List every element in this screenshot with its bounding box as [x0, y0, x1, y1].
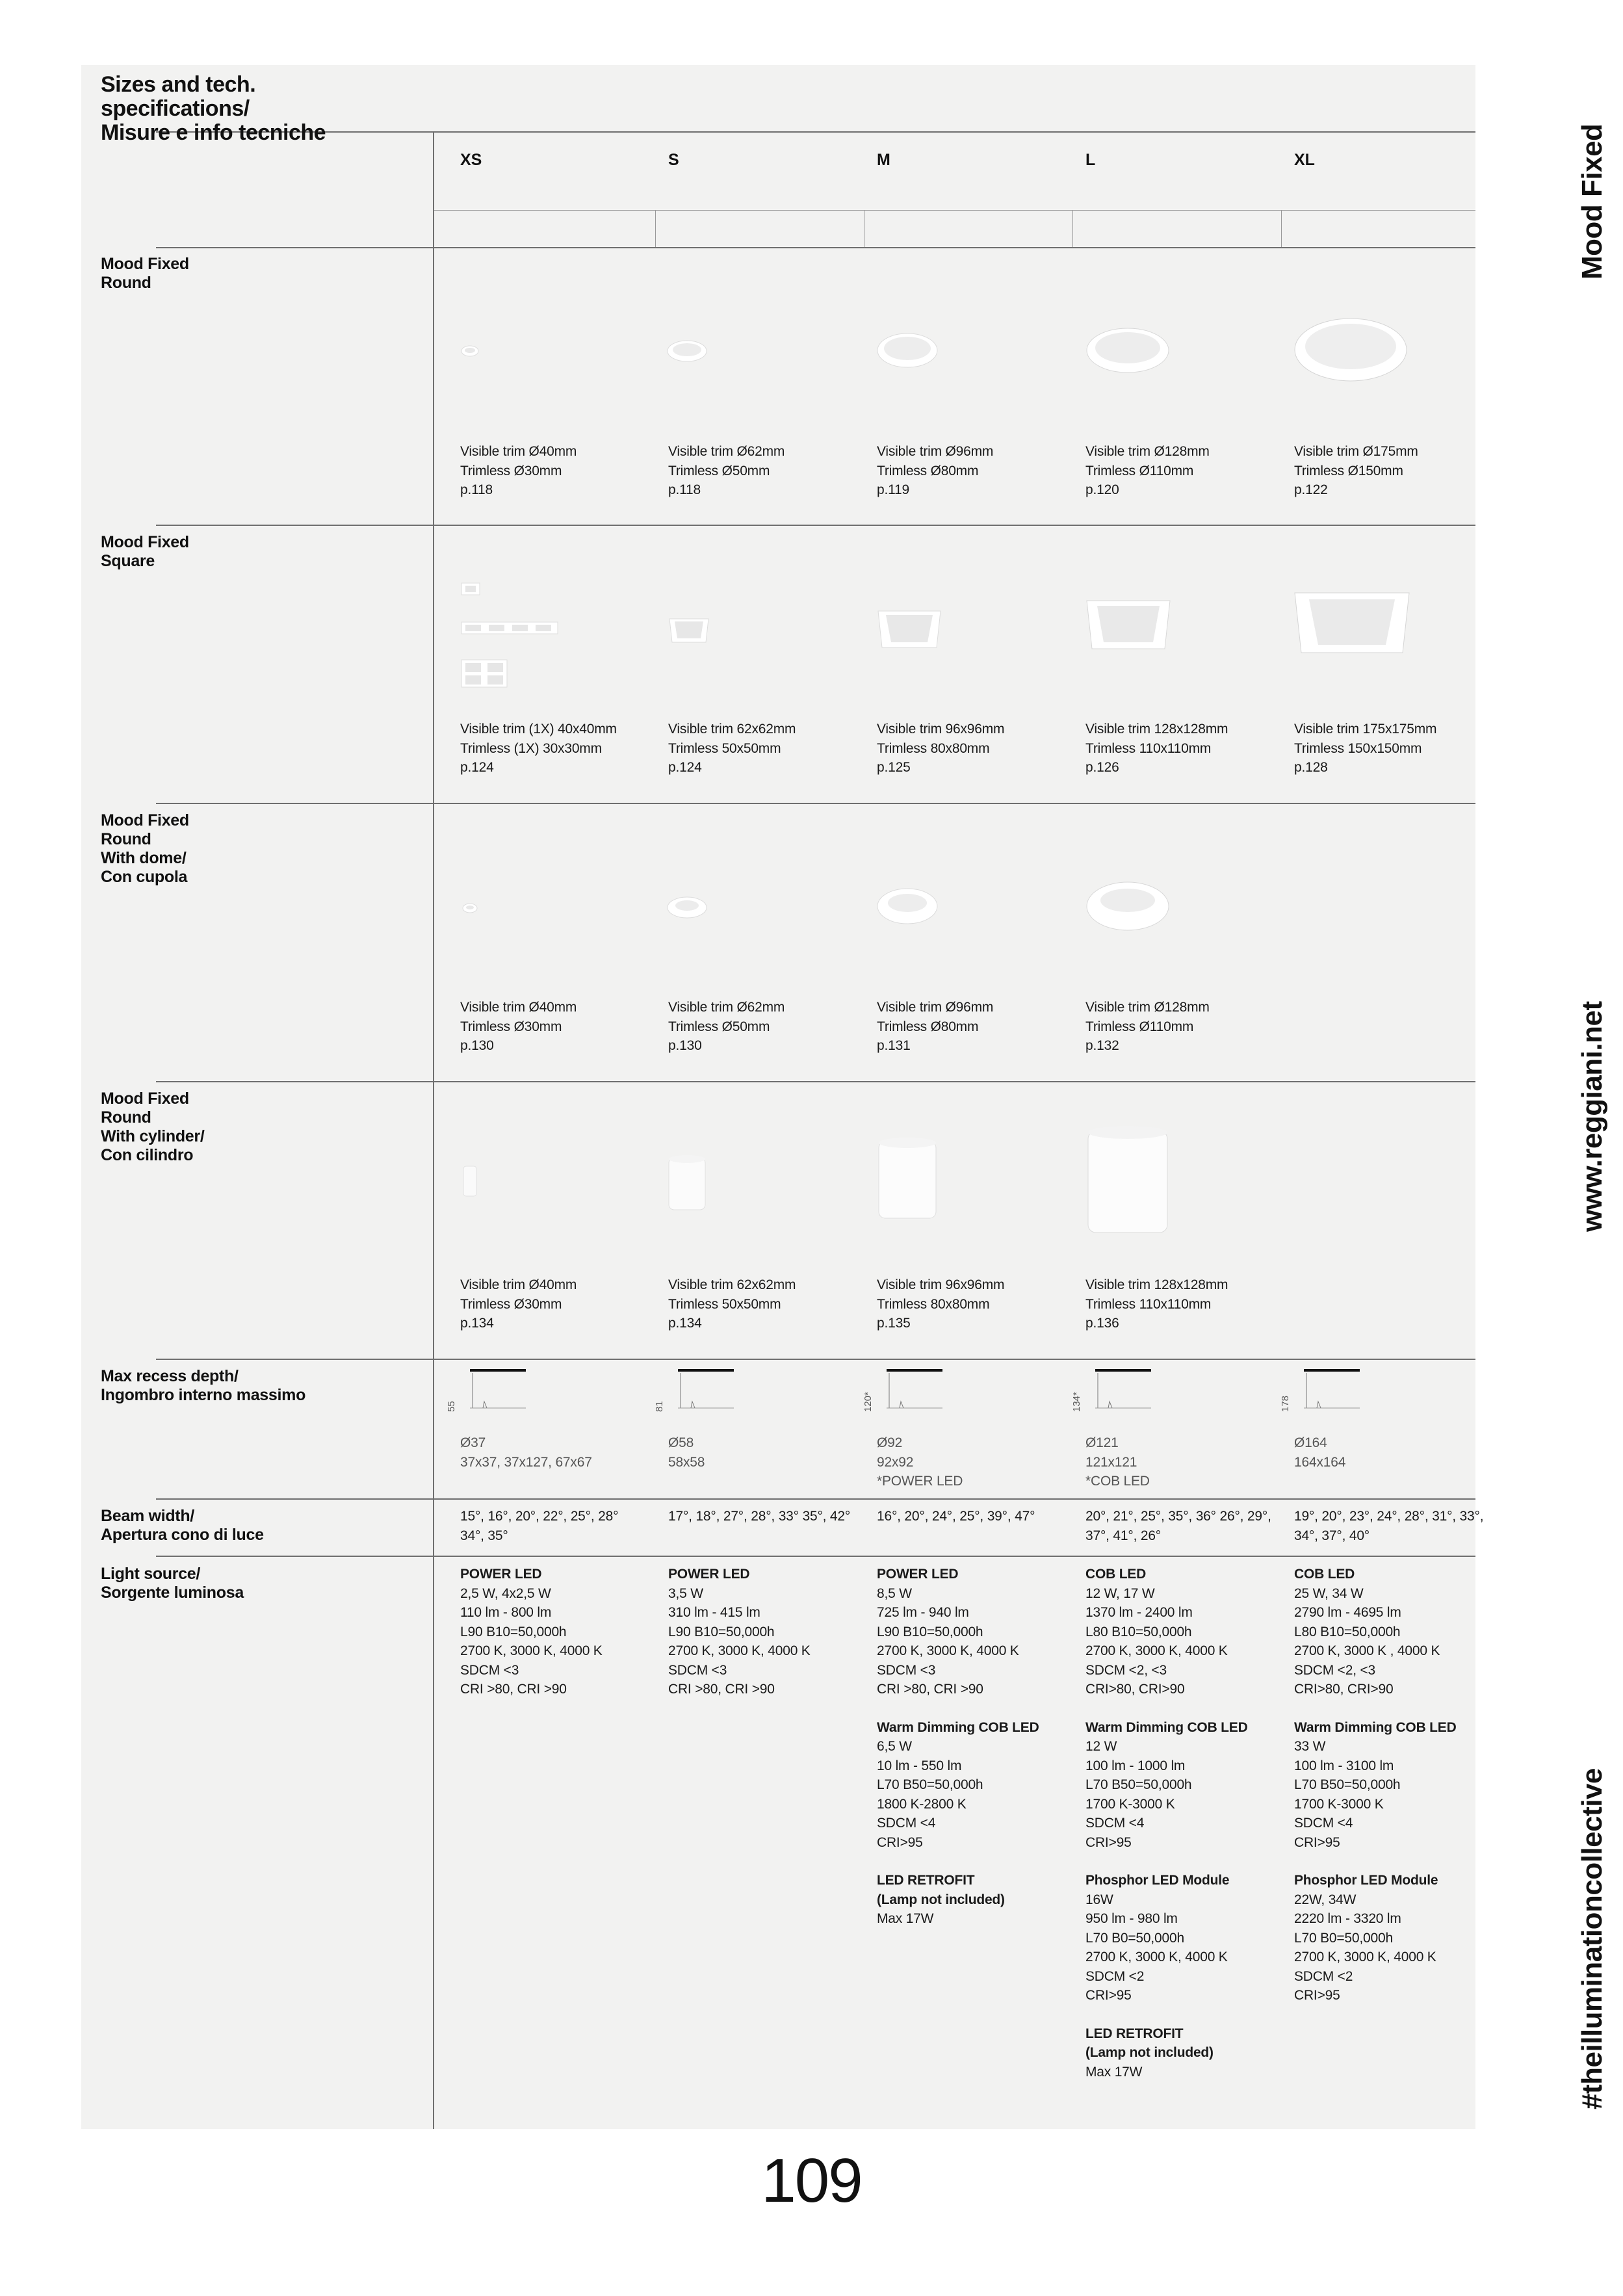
recess-cell-l	[1085, 1433, 1280, 1491]
light-source-line: 2700 K, 3000 K, 4000 K	[877, 1643, 1019, 1658]
lamp-image-dome-xs	[461, 902, 478, 914]
light-source-line: 16W	[1085, 1892, 1113, 1907]
beam-cell-m	[877, 1507, 1072, 1526]
recess-footnote: *POWER LED	[877, 1474, 963, 1489]
beam-cell-s	[668, 1507, 863, 1526]
light-source-line: 2700 K, 3000 K, 4000 K	[1294, 1950, 1436, 1964]
recess-line: Ø92	[877, 1435, 903, 1450]
beam-line: 19°, 20°, 23°, 24°, 28°, 31°, 33°,	[1294, 1509, 1484, 1524]
page-reference: p.131	[877, 1038, 911, 1053]
light-source-line: 6,5 W	[877, 1739, 912, 1754]
page-reference: p.118	[668, 482, 701, 497]
lamp-image-square-xl	[1293, 592, 1410, 654]
size-header-xl: XL	[1294, 151, 1315, 169]
table-title	[101, 73, 361, 145]
spec-cell-cylinder-l	[1085, 1275, 1280, 1333]
spec-cell-round-m	[877, 442, 1072, 500]
recess-line: 92x92	[877, 1454, 914, 1470]
light-source-line: CRI >80, CRI >90	[668, 1682, 775, 1697]
light-source-line: CRI>95	[1294, 1988, 1340, 2003]
light-source-line: L80 B10=50,000h	[1294, 1624, 1401, 1639]
light-source-line: 110 lm - 800 lm	[460, 1605, 552, 1620]
row-label-line: Apertura cono di luce	[101, 1526, 264, 1544]
light-source-line: 2700 K, 3000 K, 4000 K	[1085, 1643, 1228, 1658]
recess-diagram-xl	[1280, 1365, 1364, 1424]
row-label-line: Round	[101, 274, 151, 292]
light-source-line: 3,5 W	[668, 1585, 703, 1601]
spacer	[1294, 1699, 1489, 1718]
light-source-line: L70 B50=50,000h	[1294, 1777, 1401, 1792]
lamp-image-dome-l	[1085, 881, 1170, 932]
spec-line: Visible trim Ø40mm	[460, 1000, 577, 1015]
recess-drawing	[458, 1365, 530, 1424]
light-source-line: 1800 K-2800 K	[877, 1796, 967, 1812]
recess-depth-value: 81	[654, 1401, 665, 1412]
rule-row-4	[156, 1359, 1475, 1360]
spec-line: Trimless Ø30mm	[460, 1019, 562, 1034]
row-label-round-cylinder	[101, 1089, 361, 1165]
spec-line: Trimless Ø80mm	[877, 463, 979, 478]
spec-line: Visible trim Ø62mm	[668, 444, 785, 459]
spec-cell-dome-m	[877, 998, 1072, 1056]
beam-line: 34°, 37°, 40°	[1294, 1528, 1370, 1543]
spec-line: Visible trim Ø96mm	[877, 444, 994, 459]
light-source-line: 8,5 W	[877, 1585, 912, 1601]
size-header-l: L	[1085, 151, 1096, 169]
light-source-line: 2,5 W, 4x2,5 W	[460, 1585, 551, 1601]
spec-line: Visible trim Ø128mm	[1085, 1000, 1210, 1015]
recess-depth-value: 120*	[863, 1392, 874, 1412]
light-source-line: 10 lm - 550 lm	[877, 1758, 962, 1773]
light-source-line: L90 B10=50,000h	[460, 1624, 567, 1639]
light-source-line: SDCM <4	[1294, 1816, 1353, 1831]
recess-diagram-xs	[446, 1365, 530, 1424]
light-source-line: 950 lm - 980 lm	[1085, 1911, 1178, 1926]
spec-line: Visible trim 96x96mm	[877, 722, 1005, 737]
light-source-heading: POWER LED	[668, 1567, 750, 1582]
light-source-line: Max 17W	[1085, 2064, 1143, 2080]
row-label-line: Beam width/	[101, 1507, 194, 1525]
rule-label-column	[433, 131, 434, 2129]
beam-line: 34°, 35°	[460, 1528, 508, 1543]
beam-cell-l	[1085, 1507, 1280, 1545]
rule-col-s	[655, 210, 656, 247]
light-source-line: 12 W, 17 W	[1085, 1585, 1155, 1601]
row-label-light-source	[101, 1565, 361, 1602]
spec-line: Visible trim 128x128mm	[1085, 722, 1228, 737]
rule-header-bottom	[156, 247, 1475, 248]
spec-line: Visible trim 128x128mm	[1085, 1277, 1228, 1292]
light-source-heading: Phosphor LED Module	[1085, 1873, 1230, 1888]
light-source-line: 2700 K, 3000 K, 4000 K	[668, 1643, 811, 1658]
spec-cell-cylinder-s	[668, 1275, 863, 1333]
light-source-line: 1700 K-3000 K	[1294, 1796, 1384, 1812]
lamp-image-cylinder-xs	[461, 1164, 478, 1199]
spec-line: Visible trim (1X) 40x40mm	[460, 722, 617, 737]
recess-footnote: *COB LED	[1085, 1474, 1150, 1489]
spec-cell-square-xs	[460, 720, 655, 777]
row-label-square	[101, 533, 361, 571]
light-source-line: L70 B0=50,000h	[1294, 1930, 1393, 1946]
light-source-line: CRI >80, CRI >90	[877, 1682, 983, 1697]
light-source-line: SDCM <3	[668, 1662, 727, 1678]
light-source-line: L70 B50=50,000h	[1085, 1777, 1192, 1792]
spec-line: Visible trim Ø128mm	[1085, 444, 1210, 459]
lamp-image-round-s	[666, 339, 708, 363]
recess-line: Ø58	[668, 1435, 694, 1450]
rule-row-1	[156, 525, 1475, 526]
spec-line: Trimless 150x150mm	[1294, 740, 1422, 756]
page-reference: p.136	[1085, 1316, 1119, 1331]
light-source-line: 2700 K, 3000 K, 4000 K	[460, 1643, 603, 1658]
light-source-line: SDCM <2	[1294, 1968, 1353, 1984]
page-reference: p.128	[1294, 760, 1328, 775]
light-source-line: 1370 lm - 2400 lm	[1085, 1605, 1193, 1620]
page-reference: p.124	[668, 760, 702, 775]
recess-line: Ø164	[1294, 1435, 1327, 1450]
light-source-line: Max 17W	[877, 1911, 934, 1926]
spacer	[1085, 2005, 1280, 2024]
light-source-line: 100 lm - 1000 lm	[1085, 1758, 1186, 1773]
light-source-line: CRI>95	[877, 1834, 923, 1850]
spec-cell-cylinder-xs	[460, 1275, 655, 1333]
light-source-line: 2220 lm - 3320 lm	[1294, 1911, 1401, 1926]
spec-line: Trimless Ø150mm	[1294, 463, 1403, 478]
light-source-line: 12 W	[1085, 1739, 1117, 1754]
light-source-line: L90 B10=50,000h	[877, 1624, 983, 1639]
light-source-heading: COB LED	[1294, 1567, 1355, 1582]
row-label-line: Round	[101, 830, 151, 848]
light-source-line: L90 B10=50,000h	[668, 1624, 775, 1639]
recess-cell-m	[877, 1433, 1072, 1491]
light-source-line: 100 lm - 3100 lm	[1294, 1758, 1394, 1773]
spec-line: Trimless 80x80mm	[877, 740, 990, 756]
light-source-line: 2700 K, 3000 K, 4000 K	[1085, 1950, 1228, 1964]
light-source-line: SDCM <3	[460, 1662, 519, 1678]
light-source-line: L70 B50=50,000h	[877, 1777, 983, 1792]
lamp-image-dome-s	[666, 896, 708, 919]
sidebar-hashtag: #theilluminationcollective	[1576, 1768, 1608, 2109]
light-source-line: 22W, 34W	[1294, 1892, 1357, 1907]
light-source-line: CRI>95	[1294, 1834, 1340, 1850]
title-line: Misure e info tecniche	[101, 120, 326, 145]
light-source-line: SDCM <4	[877, 1816, 936, 1831]
beam-cell-xs	[460, 1507, 655, 1545]
row-label-line: Mood Fixed	[101, 255, 189, 273]
beam-line: 37°, 41°, 26°	[1085, 1528, 1162, 1543]
lamp-image-round-m	[876, 332, 939, 369]
row-label-recess	[101, 1367, 361, 1405]
lamp-image-square-xs	[460, 582, 564, 692]
title-line: specifications/	[101, 96, 250, 121]
lamp-image-cylinder-m	[876, 1136, 939, 1221]
light-source-line: CRI>80, CRI>90	[1085, 1682, 1185, 1697]
spacer	[877, 1699, 1072, 1718]
row-label-line: Round	[101, 1108, 151, 1127]
rule-row-3	[156, 1081, 1475, 1082]
spec-line: Trimless 50x50mm	[668, 1296, 781, 1312]
light-cell-xl	[1294, 1565, 1489, 2005]
beam-line: 17°, 18°, 27°, 28°, 33° 35°, 42°	[668, 1509, 851, 1524]
recess-line: Ø121	[1085, 1435, 1119, 1450]
light-source-line: 725 lm - 940 lm	[877, 1605, 969, 1620]
row-label-line: Light source/	[101, 1565, 201, 1583]
spec-cell-square-m	[877, 720, 1072, 777]
title-line: Sizes and tech.	[101, 72, 256, 97]
light-source-line: CRI >80, CRI >90	[460, 1682, 567, 1697]
spacer	[1085, 1852, 1280, 1871]
size-header-m: M	[877, 151, 890, 169]
light-source-line: CRI>80, CRI>90	[1294, 1682, 1394, 1697]
page-reference: p.134	[460, 1316, 494, 1331]
beam-line: 16°, 20°, 24°, 25°, 39°, 47°	[877, 1509, 1035, 1524]
spec-cell-cylinder-m	[877, 1275, 1072, 1333]
recess-cell-s	[668, 1433, 863, 1472]
rule-col-l	[1072, 210, 1073, 247]
light-source-line: SDCM <2, <3	[1085, 1662, 1167, 1678]
spacer	[1294, 1852, 1489, 1871]
rule-row-6	[156, 1556, 1475, 1557]
lamp-image-cylinder-s	[666, 1154, 708, 1212]
light-source-line: 2790 lm - 4695 lm	[1294, 1605, 1401, 1620]
light-cell-xs	[460, 1565, 655, 1699]
spec-line: Visible trim Ø96mm	[877, 1000, 994, 1015]
beam-line: 20°, 21°, 25°, 35°, 36° 26°, 29°,	[1085, 1509, 1271, 1524]
light-source-heading: COB LED	[1085, 1567, 1147, 1582]
rule-row-2	[156, 803, 1475, 804]
light-source-heading: POWER LED	[460, 1567, 542, 1582]
recess-drawing	[875, 1365, 946, 1424]
row-label-line: Sorgente luminosa	[101, 1584, 244, 1602]
spec-line: Visible trim Ø40mm	[460, 444, 577, 459]
spec-line: Trimless (1X) 30x30mm	[460, 740, 602, 756]
rule-header-mid	[434, 210, 1475, 211]
light-source-heading: Warm Dimming COB LED	[1294, 1719, 1457, 1735]
recess-line: 164x164	[1294, 1454, 1346, 1470]
light-source-line: L80 B10=50,000h	[1085, 1624, 1192, 1639]
light-source-line: L70 B0=50,000h	[1085, 1930, 1184, 1946]
light-source-line: 2700 K, 3000 K , 4000 K	[1294, 1643, 1440, 1658]
spec-line: Visible trim 96x96mm	[877, 1277, 1005, 1292]
spec-cell-square-l	[1085, 720, 1280, 777]
spec-line: Trimless Ø30mm	[460, 463, 562, 478]
recess-line: Ø37	[460, 1435, 486, 1450]
recess-depth-value: 55	[446, 1401, 457, 1412]
recess-depth-value: 178	[1280, 1395, 1291, 1412]
light-source-line: SDCM <2, <3	[1294, 1662, 1376, 1678]
light-source-heading: Phosphor LED Module	[1294, 1873, 1438, 1888]
spacer	[1085, 1699, 1280, 1718]
spec-line: Trimless Ø30mm	[460, 1296, 562, 1312]
lamp-image-square-m	[877, 610, 942, 649]
page-reference: p.125	[877, 760, 911, 775]
page-reference: p.135	[877, 1316, 911, 1331]
row-label-round	[101, 255, 361, 293]
recess-diagram-l	[1071, 1365, 1155, 1424]
light-source-line: 25 W, 34 W	[1294, 1585, 1364, 1601]
page-reference: p.120	[1085, 482, 1119, 497]
light-source-line: 310 lm - 415 lm	[668, 1605, 760, 1620]
lamp-image-round-l	[1085, 327, 1170, 374]
row-label-beam	[101, 1507, 361, 1545]
recess-drawing	[1084, 1365, 1155, 1424]
spec-cell-round-xl	[1294, 442, 1489, 500]
recess-drawing	[666, 1365, 738, 1424]
row-label-line: Con cilindro	[101, 1146, 194, 1164]
spec-line: Visible trim Ø40mm	[460, 1277, 577, 1292]
row-label-line: Ingombro interno massimo	[101, 1386, 306, 1404]
spec-cell-round-xs	[460, 442, 655, 500]
page-reference: p.130	[460, 1038, 494, 1053]
recess-depth-value: 134*	[1071, 1392, 1082, 1412]
spec-line: Visible trim Ø62mm	[668, 1000, 785, 1015]
rule-row-5	[156, 1498, 1475, 1500]
spec-line: Visible trim 175x175mm	[1294, 722, 1437, 737]
light-cell-m	[877, 1565, 1072, 1929]
spec-line: Trimless 110x110mm	[1085, 1296, 1212, 1312]
spec-line: Trimless Ø110mm	[1085, 1019, 1194, 1034]
light-source-line: SDCM <3	[877, 1662, 936, 1678]
lamp-image-cylinder-l	[1085, 1125, 1170, 1235]
rule-col-xl	[1281, 210, 1282, 247]
page-reference: p.134	[668, 1316, 702, 1331]
lamp-image-round-xl	[1293, 317, 1408, 382]
spec-line: Visible trim Ø175mm	[1294, 444, 1418, 459]
light-cell-s	[668, 1565, 863, 1699]
spec-cell-square-xl	[1294, 720, 1489, 777]
light-source-line: SDCM <2	[1085, 1968, 1145, 1984]
recess-line: 58x58	[668, 1454, 705, 1470]
page-reference: p.122	[1294, 482, 1328, 497]
row-label-line: Mood Fixed	[101, 533, 189, 551]
row-label-line: Mood Fixed	[101, 811, 189, 829]
light-source-heading: LED RETROFIT	[1085, 2026, 1184, 2041]
light-source-heading: Warm Dimming COB LED	[877, 1719, 1039, 1735]
recess-line: 37x37, 37x127, 67x67	[460, 1454, 592, 1470]
row-label-line: With cylinder/	[101, 1127, 205, 1145]
recess-cell-xl	[1294, 1433, 1489, 1472]
size-header-s: S	[668, 151, 679, 169]
lamp-image-dome-m	[876, 887, 939, 925]
recess-diagram-s	[654, 1365, 738, 1424]
recess-line: 121x121	[1085, 1454, 1137, 1470]
light-source-heading: (Lamp not included)	[877, 1892, 1005, 1907]
light-source-line: 1700 K-3000 K	[1085, 1796, 1175, 1812]
light-source-line: 33 W	[1294, 1739, 1326, 1754]
light-source-heading: (Lamp not included)	[1085, 2045, 1214, 2060]
spec-cell-round-l	[1085, 442, 1280, 500]
spec-line: Trimless 80x80mm	[877, 1296, 990, 1312]
sidebar-section-title: Mood Fixed	[1576, 124, 1608, 280]
light-source-line: CRI>95	[1085, 1834, 1132, 1850]
size-header-xs: XS	[460, 151, 482, 169]
spec-cell-dome-l	[1085, 998, 1280, 1056]
recess-drawing	[1292, 1365, 1364, 1424]
spec-line: Visible trim 62x62mm	[668, 1277, 796, 1292]
row-label-line: Max recess depth/	[101, 1367, 239, 1385]
spacer	[877, 1852, 1072, 1871]
spec-line: Trimless 110x110mm	[1085, 740, 1212, 756]
spec-line: Trimless Ø50mm	[668, 1019, 770, 1034]
recess-cell-xs	[460, 1433, 655, 1472]
sidebar-website: www.reggiani.net	[1576, 1001, 1608, 1232]
spec-line: Trimless Ø110mm	[1085, 463, 1194, 478]
row-label-round-dome	[101, 811, 361, 887]
light-source-line: SDCM <4	[1085, 1816, 1145, 1831]
row-label-line: With dome/	[101, 849, 187, 867]
row-label-line: Con cupola	[101, 868, 188, 886]
page-number: 109	[761, 2146, 862, 2215]
light-source-heading: LED RETROFIT	[877, 1873, 975, 1888]
lamp-image-round-xs	[460, 345, 480, 358]
spec-line: Trimless Ø50mm	[668, 463, 770, 478]
spec-cell-dome-s	[668, 998, 863, 1056]
light-cell-l	[1085, 1565, 1280, 2081]
light-source-heading: Warm Dimming COB LED	[1085, 1719, 1248, 1735]
beam-cell-xl	[1294, 1507, 1489, 1545]
spec-cell-round-s	[668, 442, 863, 500]
beam-line: 15°, 16°, 20°, 22°, 25°, 28°	[460, 1509, 619, 1524]
spec-line: Visible trim 62x62mm	[668, 722, 796, 737]
page-reference: p.124	[460, 760, 494, 775]
spec-cell-square-s	[668, 720, 863, 777]
row-label-line: Mood Fixed	[101, 1089, 189, 1108]
recess-diagram-m	[863, 1365, 946, 1424]
page-reference: p.132	[1085, 1038, 1119, 1053]
row-label-line: Square	[101, 552, 155, 570]
light-source-heading: POWER LED	[877, 1567, 959, 1582]
page-reference: p.130	[668, 1038, 702, 1053]
page-reference: p.119	[877, 482, 909, 497]
spec-line: Trimless 50x50mm	[668, 740, 781, 756]
page-reference: p.118	[460, 482, 493, 497]
lamp-image-square-s	[668, 618, 710, 644]
lamp-image-square-l	[1085, 599, 1171, 650]
spec-line: Trimless Ø80mm	[877, 1019, 979, 1034]
spec-cell-dome-xs	[460, 998, 655, 1056]
light-source-line: CRI>95	[1085, 1988, 1132, 2003]
page-reference: p.126	[1085, 760, 1119, 775]
